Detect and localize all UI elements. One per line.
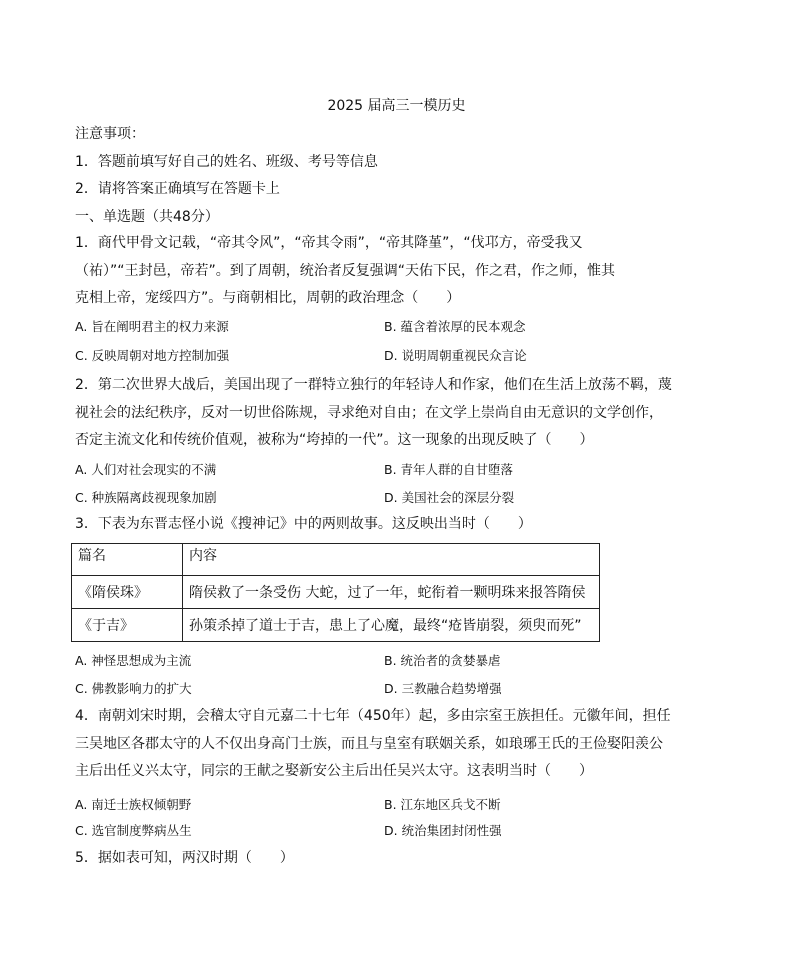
- table-cell: 孙策杀掉了道士于吉，患上了心魔，最终“疮皆崩裂，须臾而死”: [183, 609, 600, 642]
- notice-item: 1．答题前填写好自己的姓名、班级、考号等信息: [75, 154, 378, 170]
- stem-line: 克相上帝，宠绥四方”。与商朝相比，周朝的政治理念（ ）: [75, 290, 461, 306]
- option-d: D. 美国社会的深层分裂: [384, 490, 515, 505]
- option-c: C. 选官制度弊病丛生: [75, 823, 192, 838]
- option-b: B. 统治者的贪婪暴虐: [384, 653, 501, 668]
- notice-item: 2．请将答案正确填写在答题卡上: [75, 181, 280, 197]
- section-heading: 一、单选题（共48分）: [75, 209, 219, 225]
- table-cell: 隋侯救了一条受伤 大蛇，过了一年，蛇衔着一颗明珠来报答隋侯: [183, 576, 600, 609]
- notice-heading: 注意事项：: [75, 126, 145, 142]
- option-a: A. 旨在阐明君主的权力来源: [75, 319, 229, 334]
- stem-line: 三吴地区各郡太守的人不仅出身高门士族，而且与皇室有联姻关系，如琅琊王氏的王俭娶阳羡公: [75, 735, 663, 752]
- stem-line: （祐）”“王封邑，帝若”。到了周朝，统治者反复强调“天佑下民，作之君，作之师，惟其: [75, 262, 616, 279]
- question-4-stem: [75, 703, 705, 786]
- option-a: A. 南迁士族权倾朝野: [75, 797, 192, 812]
- table-row: [72, 576, 600, 609]
- stem-line: 视社会的法纪秩序，反对一切世俗陈规，寻求绝对自由；在文学上崇尚自由无意识的文学创作，: [75, 404, 663, 421]
- stem-line: 2．第二次世界大战后，美国出现了一群特立独行的年轻诗人和作家，他们在生活上放荡不羁，蔑: [75, 377, 672, 393]
- option-b: B. 江东地区兵戈不断: [384, 797, 501, 812]
- option-d: D. 统治集团封闭性强: [384, 823, 502, 838]
- question-2-stem: [75, 372, 705, 455]
- table-header: 内容: [183, 544, 600, 576]
- option-a: A. 神怪思想成为主流: [75, 653, 192, 668]
- option-b: B. 青年人群的自甘堕落: [384, 462, 514, 477]
- stem-line: 4．南朝刘宋时期，会稽太守自元嘉二十七年（450年）起，多由宗室王族担任。元徽年间，担任: [75, 708, 671, 724]
- table-header-row: [72, 544, 600, 576]
- stem-line: 1．商代甲骨文记载，“帝其令风”，“帝其令雨”，“帝其降堇”，“伐邛方，帝受我又: [75, 235, 583, 251]
- stem-line: 否定主流文化和传统价值观，被称为“垮掉的一代”。这一现象的出现反映了（ ）: [75, 432, 594, 448]
- stem-line: 主后出任义兴太守，同宗的王献之娶新安公主后出任吴兴太守。这表明当时（ ）: [75, 763, 593, 779]
- question-1-stem: [75, 230, 705, 313]
- option-b: B. 蕴含着浓厚的民本观念: [384, 319, 526, 334]
- question-5-stem: 5．据如表可知，两汉时期（ ）: [75, 850, 294, 866]
- table-cell: 《于吉》: [72, 609, 183, 642]
- question-3-stem: 3．下表为东晋志怪小说《搜神记》中的两则故事。这反映出当时（ ）: [75, 516, 532, 532]
- option-c: C. 反映周朝对地方控制加强: [75, 348, 230, 363]
- option-d: D. 说明周朝重视民众言论: [384, 348, 527, 363]
- option-c: C. 佛教影响力的扩大: [75, 681, 192, 696]
- table-header: 篇名: [72, 544, 183, 576]
- table-cell: 《隋侯珠》: [72, 576, 183, 609]
- option-d: D. 三教融合趋势增强: [384, 681, 502, 696]
- option-c: C. 种族隔离歧视现象加剧: [75, 490, 217, 505]
- option-a: A. 人们对社会现实的不满: [75, 462, 217, 477]
- page-title: 2025 届高三一模历史: [327, 98, 466, 114]
- table-row: [72, 609, 600, 642]
- story-table: [71, 543, 600, 642]
